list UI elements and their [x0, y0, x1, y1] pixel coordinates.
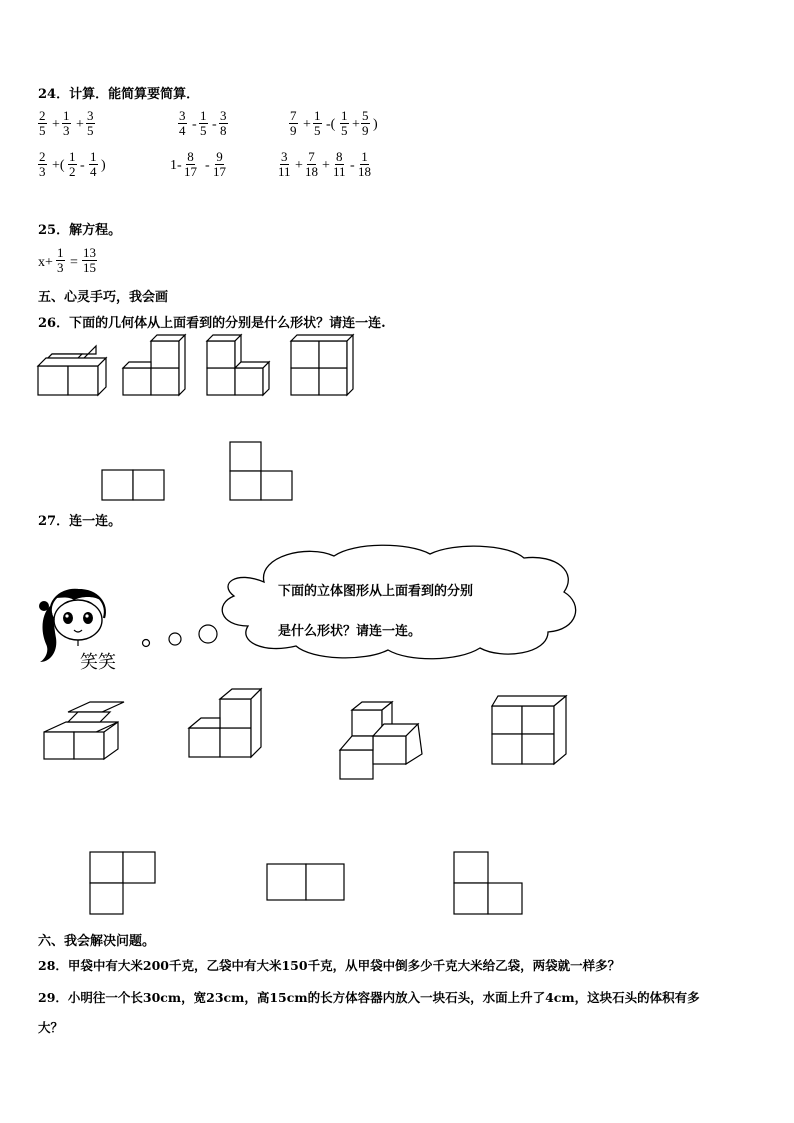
- fraction: $\frac{1}{18}$: [358, 149, 371, 179]
- operator: -(: [326, 117, 336, 132]
- girl-name-label: 笑笑: [80, 652, 116, 673]
- fraction: $\frac{1}{3}$: [63, 108, 70, 138]
- thought-bubbles: [140, 620, 220, 650]
- q29-text-line-2: 大？: [38, 1020, 64, 1035]
- fraction: $\frac{2}{5}$: [39, 108, 46, 138]
- fraction: $\frac{5}{9}$: [362, 108, 369, 138]
- fraction: $\frac{1}{5}$: [200, 108, 207, 138]
- speech-cloud: [218, 546, 584, 662]
- q26-title: 26．下面的几何体从上面看到的分别是什么形状？请连一连.: [38, 316, 386, 331]
- q27-solid-2: [187, 684, 263, 760]
- operator: x+: [38, 255, 53, 270]
- fraction: $\frac{9}{17}$: [213, 149, 226, 179]
- q24-title: 24．计算．能简算要简算．: [38, 87, 200, 102]
- q27-solid-1: [42, 704, 124, 760]
- fraction: $\frac{1}{4}$: [90, 149, 97, 179]
- cloud-text-line-1: 下面的立体图形从上面看到的分别: [278, 584, 474, 599]
- q27-solid-4: [490, 694, 570, 768]
- operator: +(: [52, 158, 65, 173]
- q27-solid-3: [338, 694, 430, 782]
- q26-solid-2: [121, 336, 185, 398]
- operator: ): [373, 117, 378, 132]
- operator: -: [192, 117, 197, 132]
- operator: -: [350, 158, 355, 173]
- operator: +: [352, 117, 360, 132]
- operator: ): [101, 158, 106, 173]
- q27-view-2: [265, 862, 347, 902]
- q27-view-1: [88, 850, 158, 916]
- operator: -: [80, 158, 85, 173]
- operator: +: [303, 117, 311, 132]
- fraction: $\frac{3}{4}$: [179, 108, 186, 138]
- fraction: $\frac{3}{8}$: [220, 108, 227, 138]
- q26-solid-3: [205, 336, 269, 398]
- section-5-heading: 五、心灵手巧，我会画: [38, 290, 169, 305]
- fraction: $\frac{7}{18}$: [305, 149, 318, 179]
- fraction: $\frac{7}{9}$: [290, 108, 297, 138]
- section-6-heading: 六、我会解决问题。: [38, 934, 156, 949]
- fraction: $\frac{8}{17}$: [184, 149, 197, 179]
- fraction: $\frac{2}{3}$: [39, 149, 46, 179]
- q26-solid-1: [36, 350, 100, 398]
- operator: +: [322, 158, 330, 173]
- q28-text: 28．甲袋中有大米200千克，乙袋中有大米150千克，从甲袋中倒多少千克大米给乙袋，两袋就一样多？: [38, 958, 621, 973]
- q26-view-2: [228, 440, 294, 502]
- q27-title: 27．连一连。: [38, 514, 122, 529]
- cloud-text-line-2: 是什么形状？请连一连。: [278, 624, 422, 639]
- q26-solid-4: [289, 336, 353, 398]
- q25-title: 25．解方程。: [38, 223, 122, 238]
- operator: +: [52, 117, 60, 132]
- operator: =: [70, 255, 78, 270]
- q26-view-1: [100, 468, 166, 502]
- fraction: $\frac{13}{15}$: [83, 245, 96, 275]
- fraction: $\frac{1}{5}$: [341, 108, 348, 138]
- fraction: $\frac{1}{3}$: [57, 245, 64, 275]
- operator: 1-: [170, 158, 182, 173]
- fraction: $\frac{3}{11}$: [278, 149, 291, 179]
- operator: -: [205, 158, 210, 173]
- operator: -: [212, 117, 217, 132]
- q27-view-3: [452, 850, 524, 916]
- fraction: $\frac{1}{2}$: [69, 149, 76, 179]
- fraction: $\frac{3}{5}$: [87, 108, 94, 138]
- operator: +: [295, 158, 303, 173]
- q29-text-line-1: 29．小明往一个长30cm，宽23cm，高15cm的长方体容器内放入一块石头，水面上升了4cm，这块石头的体积有多: [38, 990, 700, 1005]
- fraction: $\frac{1}{5}$: [314, 108, 321, 138]
- fraction: $\frac{8}{11}$: [333, 149, 346, 179]
- operator: +: [76, 117, 84, 132]
